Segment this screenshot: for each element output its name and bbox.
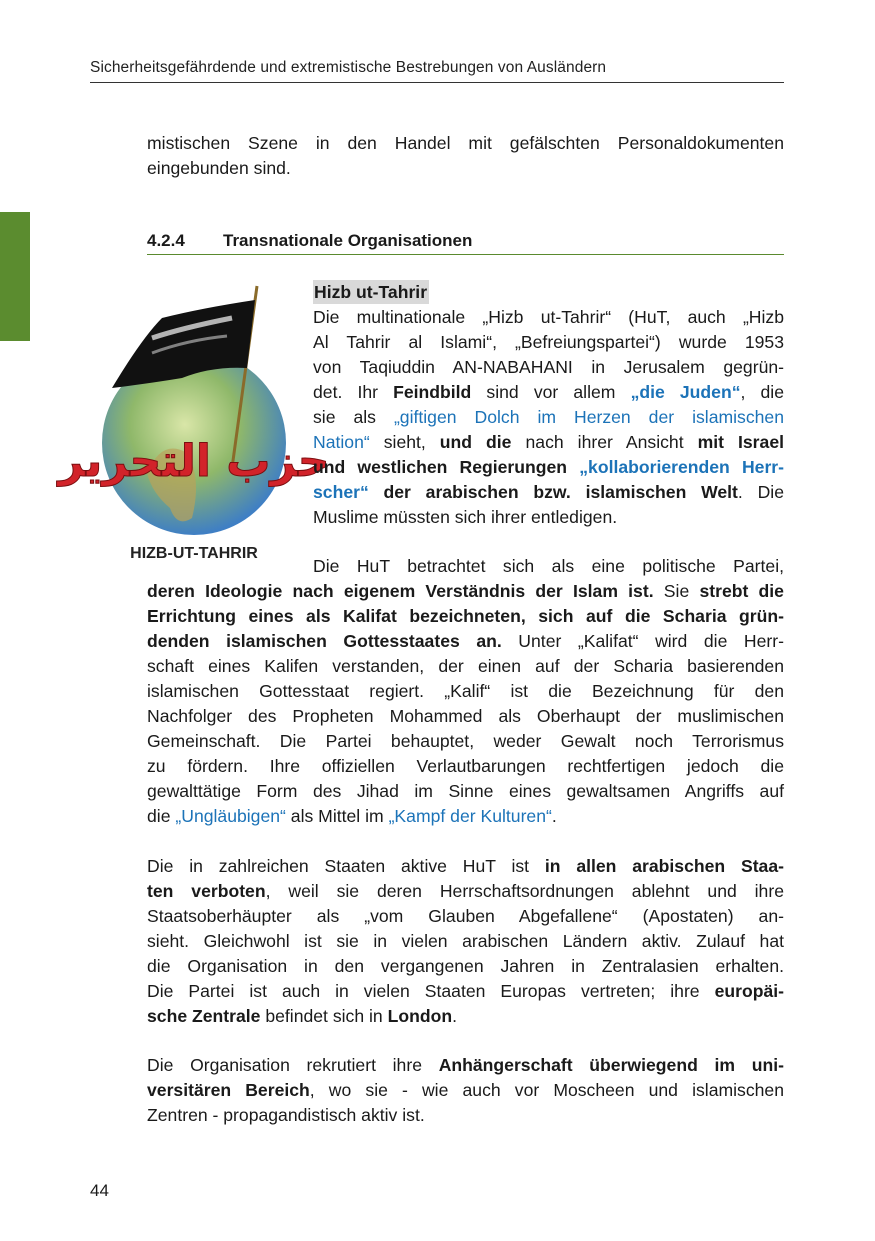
text-line — [147, 1053, 784, 1077]
section-title: Transnationale Organisationen — [223, 231, 473, 250]
text-segment: Die Organisation rekrutiert ihre — [147, 1055, 439, 1075]
text-segment: , weil sie deren Herrschaftsordnungen ablehnt und ihre — [265, 881, 784, 901]
logo-arabic-text: حزب التحرير — [58, 436, 330, 487]
text-line — [313, 380, 784, 404]
text-line — [313, 405, 784, 429]
text-segment: . Die — [737, 482, 784, 502]
section-heading — [147, 231, 472, 251]
emphasis-text: sche Zentrale — [147, 1006, 261, 1026]
text-segment: befindet sich in — [260, 1006, 388, 1026]
text-segment: Nachfolger des Propheten Mohammed als Oberhaupt der muslimischen — [147, 706, 784, 726]
text-segment: sie als — [313, 407, 394, 427]
emphasis-text: und westlichen Regierungen — [313, 457, 580, 477]
text-line — [313, 355, 784, 379]
text-segment: Staatsoberhäupter als „vom Glauben Abgefallene“ (Apostaten) an- — [147, 906, 784, 926]
text-line — [147, 1103, 784, 1127]
section-number: 4.2.4 — [147, 231, 185, 250]
text-line — [147, 954, 784, 978]
section-rule — [147, 254, 784, 255]
text-line — [147, 804, 784, 828]
text-line — [147, 131, 784, 155]
text-segment: Die multinationale „Hizb ut-Tahrir“ (HuT, auch „Hizb — [313, 307, 784, 327]
quoted-phrase: „die Juden“ — [630, 382, 741, 402]
text-segment: eingebunden sind. — [147, 158, 291, 178]
text-segment: die — [147, 806, 176, 826]
text-segment: zu fördern. Ihre offiziellen Verlautbarungen rechtfertigen jedoch die — [147, 756, 784, 776]
emphasis-text: London — [387, 1006, 453, 1026]
chapter-tab-marker — [0, 212, 30, 341]
emphasis-text: und die — [439, 432, 512, 452]
text-segment: , die — [740, 382, 785, 402]
text-line — [147, 629, 784, 653]
quoted-phrase: „Ungläubigen“ — [175, 806, 286, 826]
subheading-hizb-ut-tahrir: Hizb ut-Tahrir — [314, 282, 428, 302]
text-segment: Zentren - propagandistisch aktiv ist. — [147, 1105, 425, 1125]
text-line — [147, 979, 784, 1003]
quoted-phrase: „Kampf der Kulturen“ — [388, 806, 552, 826]
emphasis-text: denden islamischen Gottesstaates an. — [147, 631, 502, 651]
text-line — [147, 879, 784, 903]
emphasis-text: Feindbild — [393, 382, 472, 402]
text-segment: sind vor allem — [471, 382, 631, 402]
emphasis-text: Errichtung eines als Kalifat bezeichneten, sich auf die Scharia grün- — [147, 606, 784, 626]
text-line — [147, 579, 784, 603]
text-line — [147, 604, 784, 628]
text-line — [147, 904, 784, 928]
text-segment: Sie — [653, 581, 700, 601]
page-number: 44 — [90, 1181, 109, 1200]
text-segment: Muslime müssten sich ihrer entledigen. — [313, 507, 618, 527]
quoted-phrase: scher“ — [313, 482, 369, 502]
text-line — [313, 554, 784, 578]
text-line — [147, 729, 784, 753]
emphasis-text: in allen arabischen Staa- — [544, 856, 784, 876]
text-segment: det. Ihr — [313, 382, 394, 402]
text-segment: Die in zahlreichen Staaten aktive HuT ist — [147, 856, 545, 876]
emphasis-text: strebt die — [699, 581, 784, 601]
text-segment: Gemeinschaft. Die Partei behauptet, weder Gewalt noch Terrorismus — [147, 731, 784, 751]
emphasis-text: Anhängerschaft überwiegend im uni- — [438, 1055, 784, 1075]
text-line — [313, 330, 784, 354]
text-segment: als Mittel im — [285, 806, 389, 826]
emphasis-text: versitären Bereich — [147, 1080, 310, 1100]
quoted-phrase: „giftigen Dolch im Herzen der islamischen — [393, 407, 784, 427]
hizb-ut-tahrir-logo — [58, 278, 330, 568]
running-header: Sicherheitsgefährdende und extremistische Bestrebungen von Ausländern — [90, 59, 607, 76]
text-line — [313, 430, 784, 454]
text-line — [313, 305, 784, 329]
text-segment: islamischen Gottesstaat regiert. „Kalif“ ist die Bezeichnung für den — [147, 681, 784, 701]
text-line — [147, 654, 784, 678]
text-segment: Die HuT betrachtet sich als eine politische Partei, — [313, 556, 784, 576]
text-line — [147, 929, 784, 953]
text-line — [313, 480, 784, 504]
header-rule — [90, 82, 784, 83]
text-line — [147, 854, 784, 878]
text-line — [313, 455, 784, 479]
emphasis-text: ten verboten — [147, 881, 266, 901]
text-segment: , wo sie - wie auch vor Moscheen und islamischen — [309, 1080, 785, 1100]
text-line — [147, 156, 784, 180]
text-segment: mistischen Szene in den Handel mit gefälschten Personaldokumenten — [147, 133, 784, 153]
logo-caption: HIZB-UT-TAHRIR — [130, 545, 258, 562]
text-line — [147, 704, 784, 728]
text-segment: schaft eines Kalifen verstanden, der einen auf der Scharia basierenden — [147, 656, 784, 676]
text-segment: sieht. Gleichwohl ist sie in vielen arabischen Ländern aktiv. Zulauf hat — [147, 931, 784, 951]
text-segment: nach ihrer Ansicht — [511, 432, 698, 452]
emphasis-text: mit Israel — [697, 432, 784, 452]
text-segment: Die Partei ist auch in vielen Staaten Europas vertreten; ihre — [147, 981, 715, 1001]
text-segment: sieht, — [369, 432, 440, 452]
quoted-phrase: Nation“ — [313, 432, 370, 452]
text-line — [313, 505, 784, 529]
text-segment: Unter „Kalifat“ wird die Herr- — [501, 631, 784, 651]
emphasis-text: europäi- — [714, 981, 784, 1001]
text-line — [147, 1078, 784, 1102]
text-segment: . — [452, 1006, 457, 1026]
text-line — [147, 754, 784, 778]
text-line — [147, 1004, 784, 1028]
text-segment: die Organisation in den vergangenen Jahren in Zentralasien erhalten. — [147, 956, 784, 976]
emphasis-text: der arabischen bzw. islamischen Welt — [368, 482, 738, 502]
text-line — [147, 779, 784, 803]
quoted-phrase: „kollaborierenden Herr- — [579, 457, 785, 477]
text-segment: gewalttätige Form des Jihad im Sinne eines gewaltsamen Angriffs auf — [147, 781, 784, 801]
text-segment: Al Tahrir al Islami“, „Befreiungspartei“) wurde 1953 — [313, 332, 784, 352]
text-segment: . — [551, 806, 557, 826]
text-segment: von Taqiuddin AN-NABAHANI in Jerusalem gegrün- — [313, 357, 784, 377]
text-line — [147, 679, 784, 703]
emphasis-text: deren Ideologie nach eigenem Verständnis der Islam ist. — [147, 581, 654, 601]
